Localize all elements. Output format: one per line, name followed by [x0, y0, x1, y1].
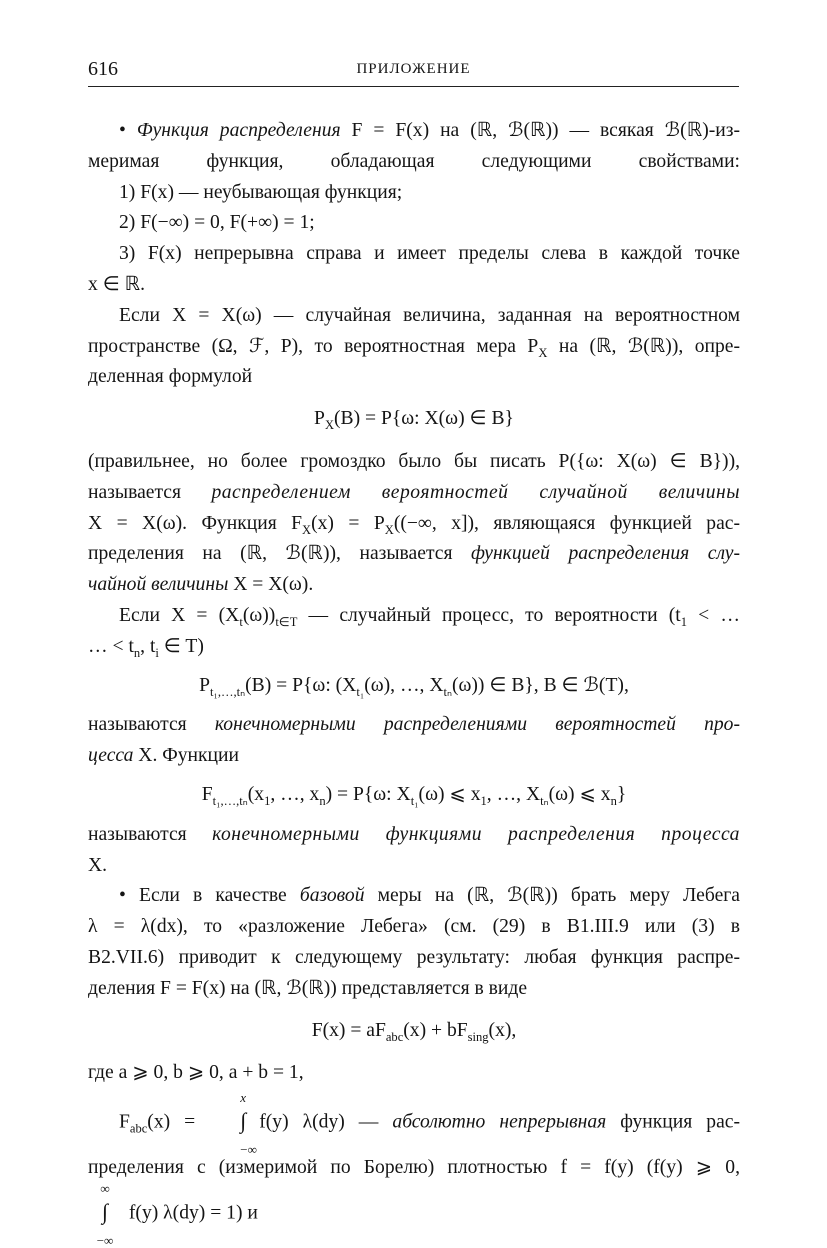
text-line: X = X(ω). Функция $F_X(x) = P_X((-\infty$, x]), являющаяся функцией рас-	[88, 512, 741, 537]
text-line: называется распределением вероятностей случайной величины	[88, 481, 740, 503]
text-line: называются конечномерными функциями распределения процесса	[88, 823, 740, 845]
text-line: цесса X. Функции	[88, 745, 239, 767]
integral-sign: ∞ ∫ −∞	[96, 1180, 114, 1248]
page-number: 616	[88, 58, 118, 80]
formula: $P_X(B) = P\{\omega$: X(ω) ∈ B}	[314, 408, 514, 433]
text-line: λ = λ(dx), то «разложение Лебега» (см. (29) в B1.III.9 или (3) в	[88, 916, 740, 938]
text-line: (правильнее, но более громоздко было бы писать P({ω: X(ω) ∈ B})),	[88, 450, 740, 472]
text-line: пределения на (ℝ, ℬ(ℝ)), называется функцией распределения слу-	[88, 543, 740, 565]
text-line: Если $X = (X_t(\omega))_{t\in T}$ — случайный процесс, то вероятности ($t_1$ < …	[119, 604, 740, 629]
text-line: деления F = F(x) на (ℝ, ℬ(ℝ)) представляется в виде	[88, 977, 528, 999]
text-line: $F_{abc}(x)$ = x ∫ −∞ f(y) λ(dy) — абсолютно непрерывная функция рас-	[119, 1090, 741, 1158]
text-line: пространстве (Ω, ℱ, P), то вероятностная мера $P_X$ на (ℝ, ℬ(ℝ)), опре-	[88, 335, 740, 360]
text-line: … < $t_n$, $t_i$ ∈ T)	[88, 635, 204, 660]
text-line: меримая функция, обладающая следующими свойствами:	[88, 150, 740, 172]
text-line: x ∈ ℝ.	[88, 273, 146, 295]
running-title: ПРИЛОЖЕНИЕ	[356, 61, 471, 77]
text-line: чайной величины X = X(ω).	[88, 574, 314, 596]
header-rule	[88, 86, 739, 87]
text-line: пределения с (измеримой по Борелю) плотностью f = f(y) (f(y) ⩾ 0,	[88, 1157, 740, 1179]
formula: $F_{t_1,\dots,t_n}(x_1$, …, $x_n) = P\{\omega$: $X_{t_1}(\omega)$ ⩽ $x_1$, …, $X_{t_n}(\omega)$ ⩽ $x_n$}	[201, 783, 627, 808]
formula: $F(x) = aF_{abc}(x) + bF_{sing}(x)$,	[311, 1019, 517, 1044]
page-body	[88, 116, 741, 1248]
text-line: ∞ ∫ −∞ f(y) λ(dy) = 1) и	[88, 1184, 740, 1244]
text-line: • Если в качестве базовой меры на (ℝ, ℬ(ℝ)) брать меру Лебега	[119, 885, 741, 907]
text-line: Если X = X(ω) — случайная величина, заданная на вероятностном	[119, 304, 740, 326]
text-line: где a ⩾ 0, b ⩾ 0, a + b = 1,	[88, 1062, 304, 1084]
text-line: B2.VII.6) приводит к следующему результату: любая функция распре-	[88, 946, 740, 968]
formula: $P_{t_1,\dots,t_n}(B) = P\{\omega$: ($X_{t_1}(\omega)$, …, $X_{t_n}(\omega)$) ∈ B}, B ∈ ℬ(T),	[199, 674, 629, 699]
integral-sign: x ∫ −∞	[240, 1090, 257, 1158]
text-line: • Функция распределения F = F(x) на (ℝ, ℬ(ℝ)) — всякая ℬ(ℝ)-из-	[119, 120, 741, 141]
text-line: X.	[88, 854, 108, 876]
text-line: 2) F(−∞) = 0, F(+∞) = 1;	[119, 212, 315, 234]
text-line: деленная формулой	[88, 366, 253, 388]
text-line: называются конечномерными распределениями вероятностей про-	[88, 714, 740, 736]
text-line: 1) F(x) — неубывающая функция;	[119, 181, 403, 203]
running-header	[88, 58, 739, 84]
text-line: 3) F(x) непрерывна справа и имеет пределы слева в каждой точке	[119, 243, 740, 265]
